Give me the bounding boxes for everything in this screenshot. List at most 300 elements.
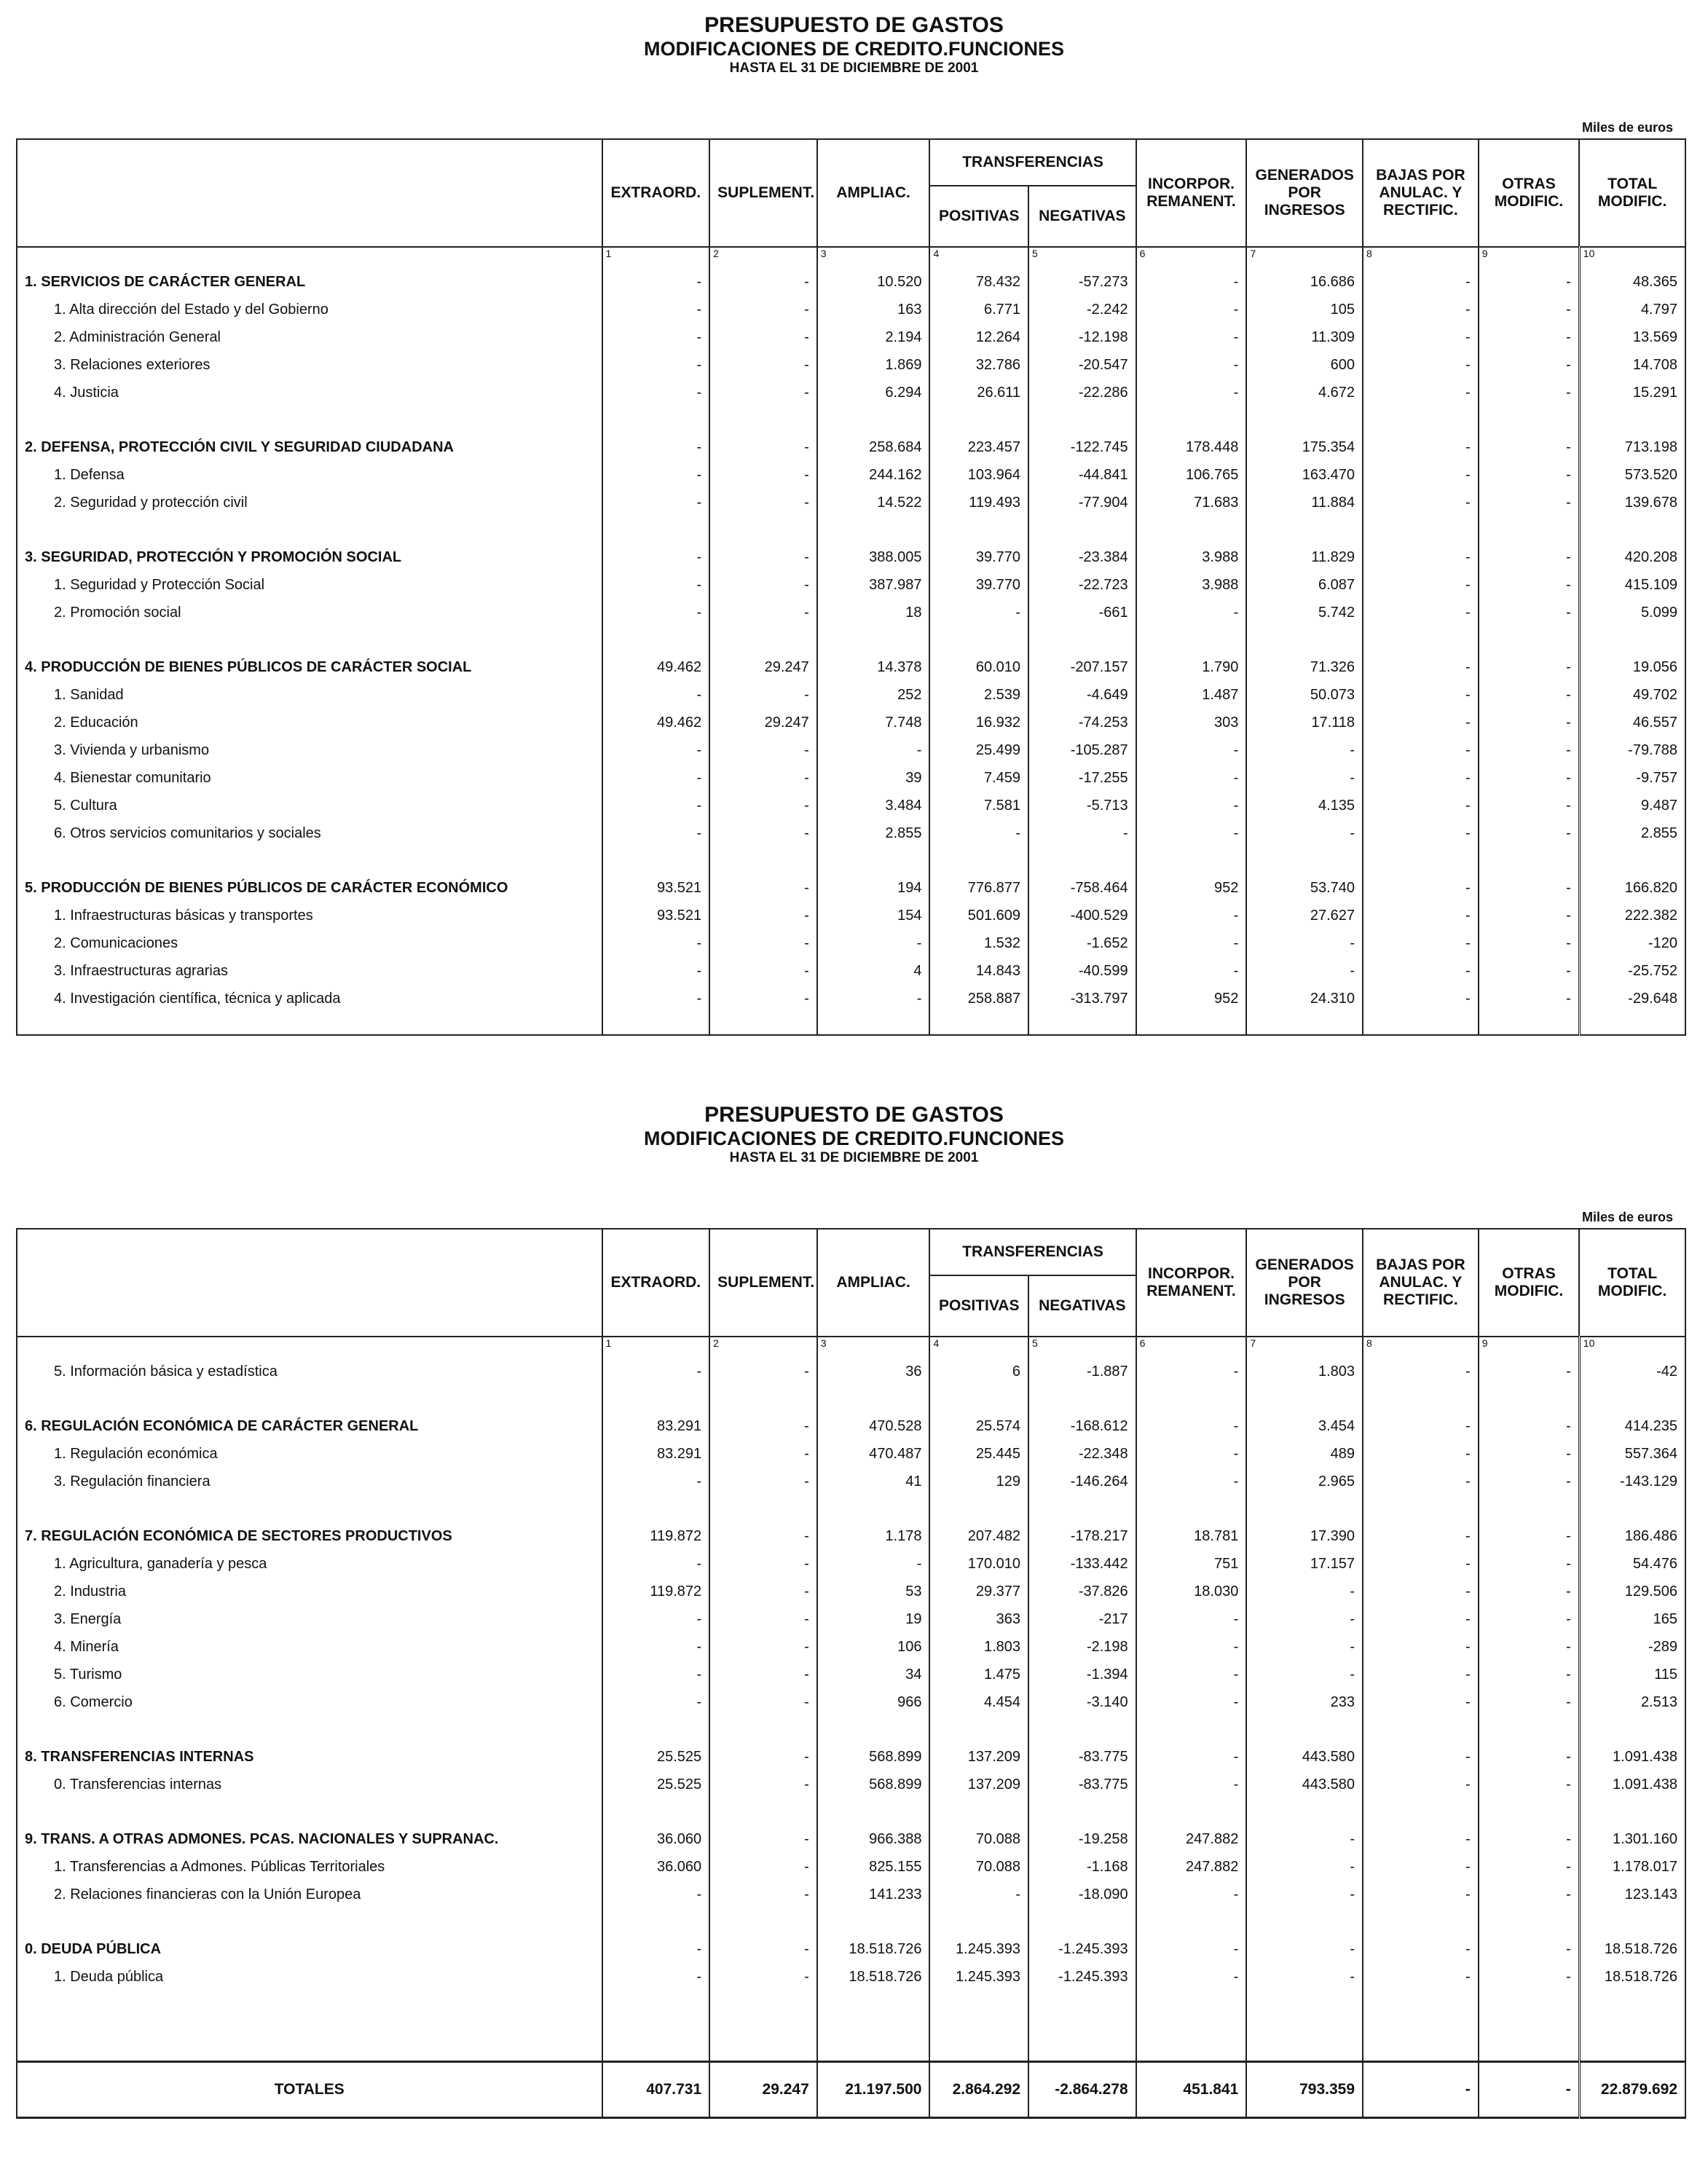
row-value: 12.264 (929, 323, 1028, 351)
spacer-row (17, 847, 1685, 874)
row-value: - (1479, 379, 1580, 406)
report-period: HASTA EL 31 DE DICIEMBRE DE 2001 (729, 60, 979, 76)
row-value: - (709, 1881, 817, 1908)
spacer-cell (602, 1385, 710, 1412)
row-value: 470.528 (817, 1412, 930, 1440)
spacer-cell (1479, 1798, 1580, 1825)
row-label: 3. SEGURIDAD, PROTECCIÓN Y PROMOCIÓN SOCIAL (17, 543, 602, 571)
row-value: 36.060 (602, 1853, 710, 1881)
row-value: - (1363, 819, 1479, 847)
row-value: 363 (929, 1605, 1028, 1633)
row-value: - (1136, 351, 1247, 379)
row-value: - (709, 792, 817, 819)
row-value: - (602, 461, 710, 489)
row-value: - (709, 819, 817, 847)
pad-cell (709, 1012, 817, 1035)
row-value: 14.378 (817, 653, 930, 681)
spacer-cell (602, 847, 710, 874)
spacer-cell (1246, 847, 1363, 874)
row-value: - (1136, 957, 1247, 985)
row-value: - (1479, 874, 1580, 902)
row-value: 25.574 (929, 1412, 1028, 1440)
spacer-cell (817, 406, 930, 433)
table-row (17, 1771, 1685, 1798)
row-value: - (1363, 1605, 1479, 1633)
row-label: 6. REGULACIÓN ECONÓMICA DE CARÁCTER GENERAL (17, 1412, 602, 1440)
row-value: - (602, 379, 710, 406)
row-value: - (1246, 957, 1363, 985)
totals-value: 21.197.500 (817, 2062, 930, 2118)
row-value: -1.245.393 (1028, 1935, 1136, 1963)
spacer-cell (709, 1495, 817, 1522)
row-value: - (709, 1935, 817, 1963)
report-subtitle: MODIFICACIONES DE CREDITO.FUNCIONES (643, 1128, 1065, 1149)
row-value: - (1136, 1771, 1247, 1798)
col-positivas: POSITIVAS (929, 186, 1028, 247)
row-value: -12.198 (1028, 323, 1136, 351)
row-value: 966 (817, 1688, 930, 1716)
row-value: - (602, 736, 710, 764)
totals-value: 407.731 (602, 2062, 710, 2118)
row-value: - (1136, 792, 1247, 819)
row-label: 5. PRODUCCIÓN DE BIENES PÚBLICOS DE CARÁCTER ECONÓMICO (17, 874, 602, 902)
row-value: - (1363, 985, 1479, 1012)
spacer-cell (1028, 1716, 1136, 1743)
row-value: - (709, 433, 817, 461)
spacer-cell (1363, 847, 1479, 874)
table-row (17, 1661, 1685, 1688)
row-value: - (709, 1633, 817, 1661)
group-row (17, 653, 1685, 681)
row-value: - (709, 874, 817, 902)
row-value: -22.286 (1028, 379, 1136, 406)
spacer-cell (817, 516, 930, 543)
col-extraord: EXTRAORD. (602, 139, 710, 247)
spacer-cell (1363, 626, 1479, 653)
row-value: - (1363, 736, 1479, 764)
row-value: -20.547 (1028, 351, 1136, 379)
spacer-row (17, 1716, 1685, 1743)
pad-cell (709, 1991, 817, 2062)
spacer-cell (1136, 516, 1247, 543)
column-index: 8 (1363, 247, 1479, 268)
report-header (0, 13, 1708, 77)
row-value: -1.652 (1028, 929, 1136, 957)
row-value: - (1479, 819, 1580, 847)
row-value: - (1479, 323, 1580, 351)
row-value: -25.752 (1579, 957, 1685, 985)
row-value: - (1479, 1633, 1580, 1661)
row-value: - (709, 296, 817, 323)
column-index: 1 (602, 1337, 710, 1358)
table-row (17, 379, 1685, 406)
pad-cell (1028, 1991, 1136, 2062)
row-value: - (709, 1853, 817, 1881)
row-value: -83.775 (1028, 1771, 1136, 1798)
row-value: -1.394 (1028, 1661, 1136, 1688)
row-value: -29.648 (1579, 985, 1685, 1012)
row-value: 29.377 (929, 1578, 1028, 1605)
totals-value: 2.864.292 (929, 2062, 1028, 2118)
row-value: - (1479, 433, 1580, 461)
spacer-cell (709, 516, 817, 543)
row-label: 5. Turismo (17, 1661, 602, 1688)
row-value: - (1136, 379, 1247, 406)
row-value: - (1246, 1578, 1363, 1605)
spacer-cell (929, 1908, 1028, 1935)
row-value: 11.829 (1246, 543, 1363, 571)
spacer-cell (1028, 626, 1136, 653)
row-value: -143.129 (1579, 1468, 1685, 1495)
row-value: - (817, 929, 930, 957)
column-index: 10 (1579, 247, 1685, 268)
row-value: - (709, 1412, 817, 1440)
spacer-cell (817, 847, 930, 874)
row-value: 36 (817, 1358, 930, 1385)
totals-value: 451.841 (1136, 2062, 1247, 2118)
row-value: 3.988 (1136, 571, 1247, 599)
row-value: 29.247 (709, 709, 817, 736)
row-value: -661 (1028, 599, 1136, 626)
row-value: - (602, 929, 710, 957)
label-header (17, 139, 602, 247)
row-value: 54.476 (1579, 1550, 1685, 1578)
row-value: - (1479, 461, 1580, 489)
row-value: - (1479, 296, 1580, 323)
spacer-row (17, 1385, 1685, 1412)
row-value: - (1479, 1468, 1580, 1495)
table-row (17, 709, 1685, 736)
row-value: 19 (817, 1605, 930, 1633)
totals-value: 29.247 (709, 2062, 817, 2118)
row-value: - (1363, 1881, 1479, 1908)
row-value: 34 (817, 1661, 930, 1688)
row-value: -758.464 (1028, 874, 1136, 902)
row-value: - (1363, 379, 1479, 406)
row-value: - (709, 736, 817, 764)
row-value: 165 (1579, 1605, 1685, 1633)
spacer-cell (1028, 1798, 1136, 1825)
spacer-cell (1136, 1385, 1247, 1412)
row-value: - (1363, 1853, 1479, 1881)
row-value: -120 (1579, 929, 1685, 957)
spacer-cell (1028, 406, 1136, 433)
row-value: - (602, 764, 710, 792)
spacer-cell (1479, 1716, 1580, 1743)
row-value: - (1479, 957, 1580, 985)
row-value: 470.487 (817, 1440, 930, 1468)
row-value: - (1246, 1633, 1363, 1661)
table-row (17, 1440, 1685, 1468)
row-value: 713.198 (1579, 433, 1685, 461)
row-value: 557.364 (1579, 1440, 1685, 1468)
row-value: - (1246, 764, 1363, 792)
row-value: - (1136, 1743, 1247, 1771)
column-index: 7 (1246, 1337, 1363, 1358)
row-value: 39.770 (929, 543, 1028, 571)
row-value: 751 (1136, 1550, 1247, 1578)
spacer-cell (1363, 1495, 1479, 1522)
pad-cell (602, 1012, 710, 1035)
row-label: 4. Justicia (17, 379, 602, 406)
row-value: - (709, 489, 817, 516)
row-value: - (929, 599, 1028, 626)
spacer-cell (17, 1716, 602, 1743)
totals-value: - (1479, 2062, 1580, 2118)
row-value: - (1363, 1633, 1479, 1661)
row-value: - (602, 681, 710, 709)
row-value: 49.462 (602, 709, 710, 736)
spacer-cell (1246, 406, 1363, 433)
row-value: - (709, 1522, 817, 1550)
row-value: - (1479, 1550, 1580, 1578)
row-value: - (1136, 902, 1247, 929)
row-value: - (1363, 461, 1479, 489)
row-label: 1. Agricultura, ganadería y pesca (17, 1550, 602, 1578)
table-row (17, 351, 1685, 379)
budget-table (16, 138, 1686, 1036)
row-value: - (1363, 571, 1479, 599)
row-value: 303 (1136, 709, 1247, 736)
spacer-cell (817, 1908, 930, 1935)
row-value: - (709, 929, 817, 957)
pad-cell (1363, 1012, 1479, 1035)
row-value: - (1479, 489, 1580, 516)
row-value: 952 (1136, 985, 1247, 1012)
row-value: -57.273 (1028, 268, 1136, 296)
row-value: 9.487 (1579, 792, 1685, 819)
row-value: 48.365 (1579, 268, 1685, 296)
row-value: 25.525 (602, 1771, 710, 1798)
row-value: - (1136, 1468, 1247, 1495)
table-row (17, 489, 1685, 516)
spacer-cell (1363, 1716, 1479, 1743)
spacer-cell (602, 516, 710, 543)
column-index: 3 (817, 1337, 930, 1358)
spacer-cell (1246, 1385, 1363, 1412)
row-value: 93.521 (602, 902, 710, 929)
column-index: 5 (1028, 1337, 1136, 1358)
row-value: 137.209 (929, 1771, 1028, 1798)
row-value: 4.454 (929, 1688, 1028, 1716)
row-value: 105 (1246, 296, 1363, 323)
row-value: 6.771 (929, 296, 1028, 323)
spacer-cell (1363, 1908, 1479, 1935)
row-label: 5. Cultura (17, 792, 602, 819)
row-value: - (1363, 1771, 1479, 1798)
spacer-cell (1136, 1495, 1247, 1522)
row-value: - (817, 1550, 930, 1578)
row-value: - (602, 1633, 710, 1661)
row-value: - (1246, 1825, 1363, 1853)
row-value: - (1363, 599, 1479, 626)
row-value: 1.178 (817, 1522, 930, 1550)
row-value: 93.521 (602, 874, 710, 902)
row-value: - (602, 323, 710, 351)
row-value: - (602, 571, 710, 599)
row-value: - (602, 792, 710, 819)
row-label: 5. Información básica y estadística (17, 1358, 602, 1385)
row-value: -105.287 (1028, 736, 1136, 764)
spacer-cell (17, 1798, 602, 1825)
spacer-cell (602, 1798, 710, 1825)
pad-cell (17, 1991, 602, 2062)
col-incorpor: INCORPOR. REMANENT. (1136, 1229, 1247, 1337)
spacer-cell (1246, 516, 1363, 543)
col-generados: GENERADOS POR INGRESOS (1246, 139, 1363, 247)
row-value: 119.872 (602, 1578, 710, 1605)
row-value: - (1479, 1743, 1580, 1771)
row-value: 46.557 (1579, 709, 1685, 736)
row-value: - (709, 1550, 817, 1578)
row-value: - (602, 599, 710, 626)
row-value: - (1479, 571, 1580, 599)
column-index: 4 (929, 1337, 1028, 1358)
row-value: - (1136, 268, 1247, 296)
totals-value: 793.359 (1246, 2062, 1363, 2118)
row-value: - (1136, 1358, 1247, 1385)
totals-value: 22.879.692 (1579, 2062, 1685, 2118)
row-value: - (1363, 709, 1479, 736)
col-negativas: NEGATIVAS (1028, 1275, 1136, 1337)
row-value: 60.010 (929, 653, 1028, 681)
column-index: 6 (1136, 1337, 1247, 1358)
table-row (17, 957, 1685, 985)
row-value: - (1363, 929, 1479, 957)
row-label: 2. DEFENSA, PROTECCIÓN CIVIL Y SEGURIDAD CIUDADANA (17, 433, 602, 461)
pad-cell (817, 1012, 930, 1035)
row-label: 4. PRODUCCIÓN DE BIENES PÚBLICOS DE CARÁCTER SOCIAL (17, 653, 602, 681)
row-value: 18.030 (1136, 1578, 1247, 1605)
row-value: - (709, 1743, 817, 1771)
row-value: -19.258 (1028, 1825, 1136, 1853)
row-value: 106 (817, 1633, 930, 1661)
row-value: - (1363, 681, 1479, 709)
index-cell-blank (17, 247, 602, 268)
row-value: 71.683 (1136, 489, 1247, 516)
spacer-cell (1028, 847, 1136, 874)
report-title: PRESUPUESTO DE GASTOS (704, 13, 1004, 37)
row-value: 115 (1579, 1661, 1685, 1688)
spacer-cell (1363, 1385, 1479, 1412)
row-value: 1.301.160 (1579, 1825, 1685, 1853)
row-label: 0. Transferencias internas (17, 1771, 602, 1798)
row-value: -289 (1579, 1633, 1685, 1661)
row-label: 8. TRANSFERENCIAS INTERNAS (17, 1743, 602, 1771)
spacer-cell (1136, 1716, 1247, 1743)
row-value: - (709, 1440, 817, 1468)
spacer-cell (1579, 1798, 1685, 1825)
row-value: - (1136, 296, 1247, 323)
row-value: - (1479, 1412, 1580, 1440)
row-value: - (709, 1771, 817, 1798)
row-value: 4.135 (1246, 792, 1363, 819)
row-value: - (1479, 1522, 1580, 1550)
table-row (17, 1550, 1685, 1578)
row-value: 966.388 (817, 1825, 930, 1853)
row-value: - (1479, 1825, 1580, 1853)
spacer-cell (929, 1385, 1028, 1412)
group-row (17, 874, 1685, 902)
row-value: 414.235 (1579, 1412, 1685, 1440)
spacer-cell (602, 1908, 710, 1935)
col-transferencias: TRANSFERENCIAS (929, 139, 1136, 186)
spacer-cell (1363, 516, 1479, 543)
spacer-cell (1028, 1495, 1136, 1522)
row-value: 1.487 (1136, 681, 1247, 709)
table-row (17, 1578, 1685, 1605)
row-label: 3. Vivienda y urbanismo (17, 736, 602, 764)
spacer-cell (602, 626, 710, 653)
row-value: 1.178.017 (1579, 1853, 1685, 1881)
row-value: 258.887 (929, 985, 1028, 1012)
spacer-cell (1479, 406, 1580, 433)
row-value: 573.520 (1579, 461, 1685, 489)
spacer-cell (709, 847, 817, 874)
row-value: - (602, 1935, 710, 1963)
spacer-cell (17, 1495, 602, 1522)
row-label: 4. Bienestar comunitario (17, 764, 602, 792)
row-value: - (1363, 433, 1479, 461)
row-value: - (709, 379, 817, 406)
column-index: 10 (1579, 1337, 1685, 1358)
row-value: - (1136, 819, 1247, 847)
group-row (17, 1743, 1685, 1771)
units-label: Miles de euros (1581, 1210, 1673, 1224)
spacer-cell (1579, 516, 1685, 543)
spacer-cell (817, 1385, 930, 1412)
row-value: 600 (1246, 351, 1363, 379)
row-value: 1.790 (1136, 653, 1247, 681)
row-value: - (929, 819, 1028, 847)
row-value: 186.486 (1579, 1522, 1685, 1550)
row-value: 4.672 (1246, 379, 1363, 406)
pad-cell (1136, 1991, 1247, 2062)
row-value: 1.532 (929, 929, 1028, 957)
row-value: 7.581 (929, 792, 1028, 819)
column-index: 6 (1136, 247, 1247, 268)
col-extraord: EXTRAORD. (602, 1229, 710, 1337)
spacer-cell (17, 1385, 602, 1412)
spacer-cell (817, 1798, 930, 1825)
pad-cell (1579, 1991, 1685, 2062)
col-otras: OTRAS MODIFIC. (1479, 1229, 1580, 1337)
row-value: - (1479, 653, 1580, 681)
group-row (17, 1412, 1685, 1440)
row-value: 19.056 (1579, 653, 1685, 681)
column-index: 9 (1479, 247, 1580, 268)
row-value: - (1363, 268, 1479, 296)
row-value: - (817, 736, 930, 764)
row-value: 776.877 (929, 874, 1028, 902)
table-row (17, 1688, 1685, 1716)
row-value: 137.209 (929, 1743, 1028, 1771)
row-value: - (709, 461, 817, 489)
spacer-cell (1479, 847, 1580, 874)
spacer-cell (709, 626, 817, 653)
pad-cell (1479, 1991, 1580, 2062)
row-value: 39 (817, 764, 930, 792)
row-value: 49.462 (602, 653, 710, 681)
spacer-cell (17, 516, 602, 543)
row-value: 141.233 (817, 1881, 930, 1908)
row-value: - (1136, 929, 1247, 957)
row-value: 415.109 (1579, 571, 1685, 599)
row-value: - (1136, 1688, 1247, 1716)
table-row (17, 1881, 1685, 1908)
row-value: 5.099 (1579, 599, 1685, 626)
row-value: 247.882 (1136, 1825, 1247, 1853)
